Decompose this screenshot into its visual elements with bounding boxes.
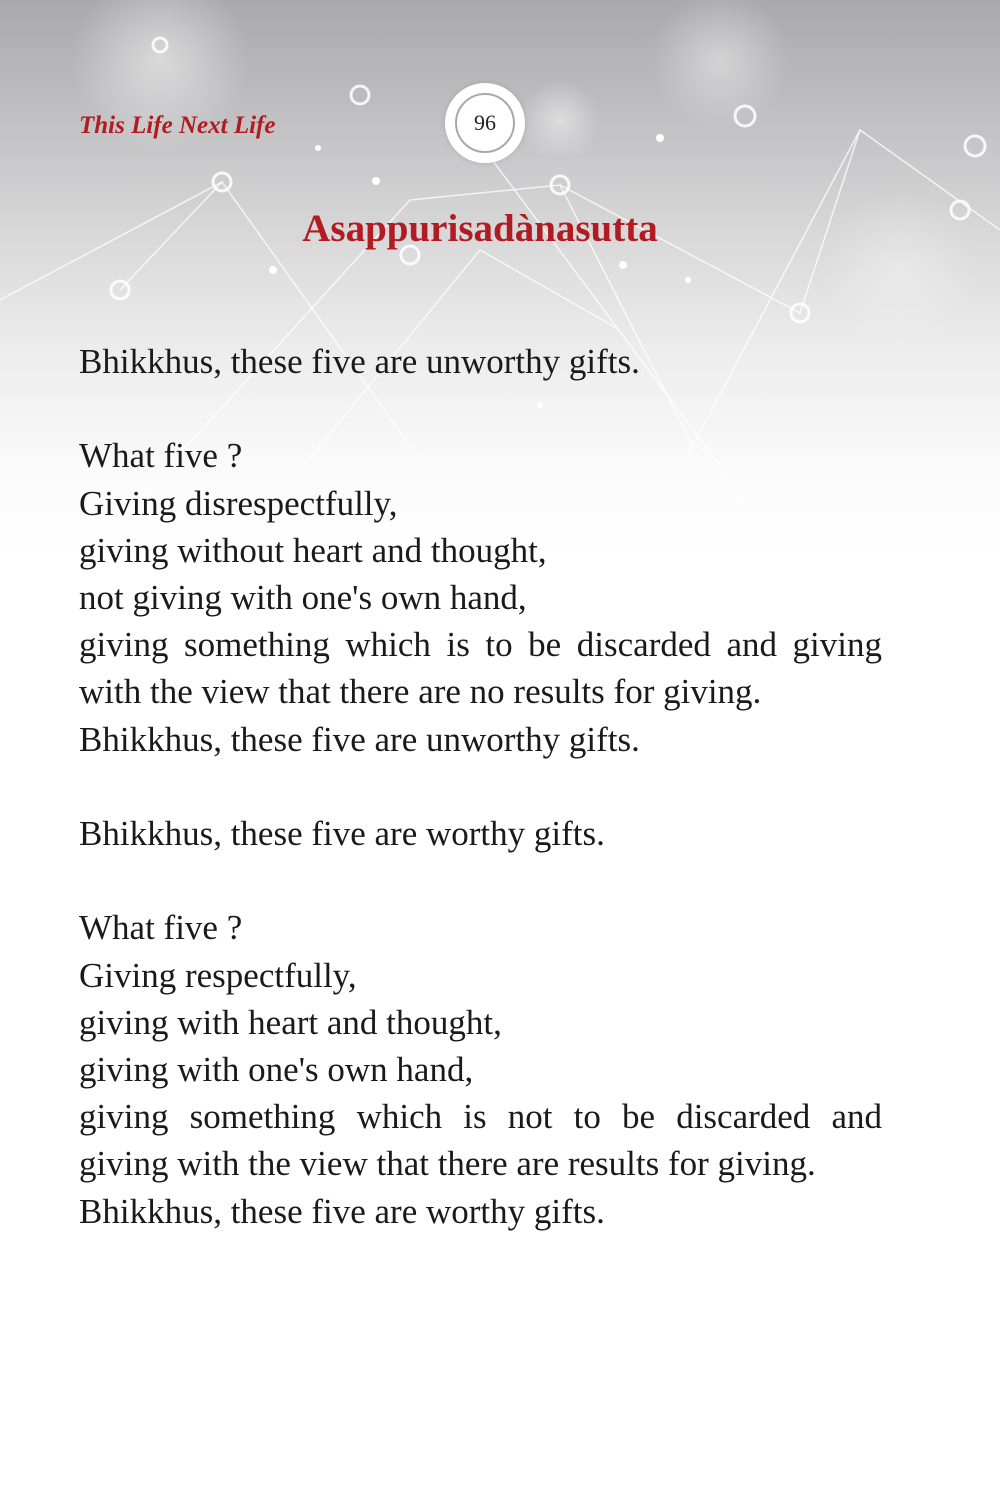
text-line: giving with the view that there are results for giving. [79, 1144, 816, 1184]
paragraph [79, 810, 882, 857]
text-line: not giving with one's own hand, [79, 578, 527, 617]
page-number-badge [445, 83, 525, 163]
text-line: Bhikkhus, these five are worthy gifts. [79, 1191, 605, 1231]
text-line: with the view that there are no results for giving. [79, 672, 762, 712]
text-line: Bhikkhus, these five are worthy gifts. [79, 814, 605, 853]
text-line: giving something which is to be discarded and giving [79, 625, 882, 665]
text-line: Bhikkhus, these five are unworthy gifts. [79, 719, 640, 759]
text-line: What five ? [79, 908, 243, 948]
text-line: giving without heart and thought, [79, 530, 547, 570]
page-number: 96 [474, 110, 496, 135]
text-line: giving with heart and thought, [79, 1002, 502, 1042]
paragraph [79, 432, 882, 762]
text-line: Giving respectfully, [79, 955, 357, 995]
text-line: Giving disrespectfully, [79, 483, 398, 523]
running-header-title: This Life Next Life [79, 112, 276, 139]
text-line: giving something which is not to be discarded and [79, 1097, 882, 1137]
sutta-title: Asappurisadànasutta [302, 207, 658, 250]
paragraph [79, 338, 882, 385]
body-text [79, 338, 882, 1282]
page-number-ring [455, 93, 515, 153]
text-line: What five ? [79, 436, 243, 476]
text-line: giving with one's own hand, [79, 1050, 474, 1089]
paragraph [79, 904, 882, 1234]
text-line: Bhikkhus, these five are unworthy gifts. [79, 342, 640, 381]
